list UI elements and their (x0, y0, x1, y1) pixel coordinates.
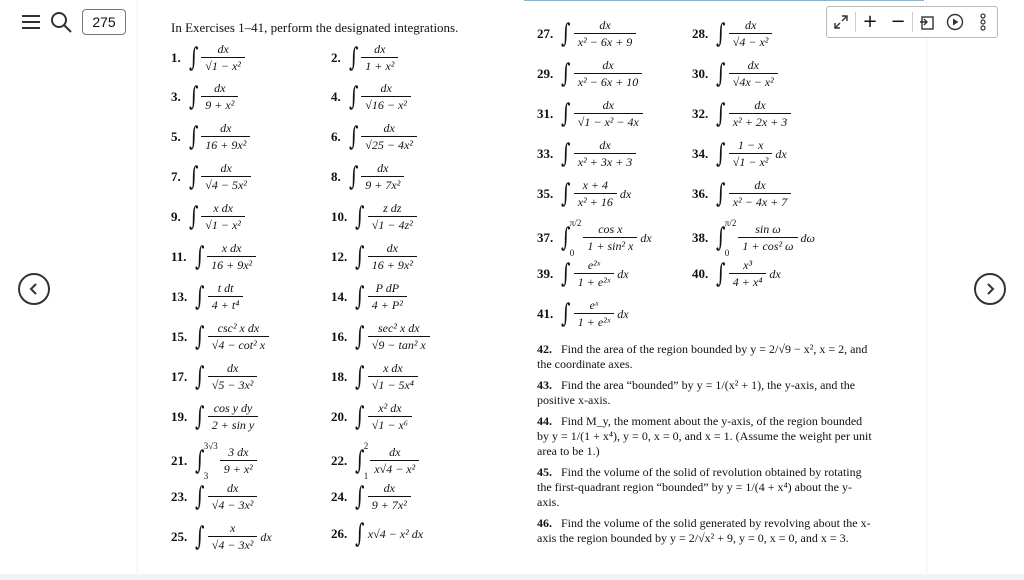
denominator: √5 − 3x² (208, 376, 258, 393)
numerator: x² dx (378, 401, 402, 415)
exercise-item (171, 321, 269, 353)
exercise-item (692, 18, 772, 50)
integrand: x√4 − x² dx (367, 526, 424, 541)
denominator: √4 − x² (729, 33, 773, 50)
integral-sign-icon: ∫ (348, 43, 359, 73)
numerator: dx (754, 178, 766, 192)
numerator: dx (602, 98, 614, 112)
integrand-fraction (361, 161, 404, 193)
integral-sign-icon: ∫ (195, 482, 205, 512)
denominator: 16 + 9x² (368, 256, 417, 273)
integrand-fraction (208, 481, 258, 513)
numerator: x + 4 (582, 178, 609, 192)
exercise-number: 28. (692, 26, 709, 41)
exercise-number: 38. (692, 230, 709, 245)
denominator: 16 + 9x² (201, 136, 250, 153)
integral-sign-icon: ∫ (355, 282, 365, 312)
left-toolbar (18, 8, 126, 36)
integral-sign-icon: ∫ (195, 522, 205, 552)
integral-sign-icon: ∫ (188, 202, 199, 232)
exercise-item (331, 281, 407, 313)
integrand-fraction (208, 401, 258, 433)
integral-sign-icon: ∫ (561, 179, 571, 209)
integrand-fraction (207, 241, 256, 273)
exercise-item (692, 58, 778, 90)
exercise-item (537, 218, 652, 258)
exercise-item (537, 138, 636, 170)
numerator: dx (383, 481, 395, 495)
integral-limits (725, 218, 737, 258)
integrand-fraction (208, 521, 258, 553)
exercise-number: 14. (331, 289, 348, 304)
exercise-number: 27. (537, 26, 554, 41)
integral-sign-icon: ∫ (561, 59, 571, 89)
problem-text: Find the volume of the solid of revolution obtained by rotating the first-quadrant region “bounded” by y = 1/(4 + x⁴) about the y-axis. (537, 465, 862, 509)
denominator: √16 − x² (361, 96, 411, 113)
integrand-fraction (729, 258, 767, 290)
integrand-fraction (208, 321, 269, 353)
integrand-fraction (368, 281, 407, 313)
numerator: x³ (743, 258, 753, 272)
integrand-fraction (574, 138, 636, 170)
denominator: 4 + t⁴ (208, 296, 244, 313)
integrand-fraction (201, 201, 245, 233)
exercise-item (171, 201, 245, 233)
denominator: √1 − x² (729, 153, 773, 170)
integrand-fraction (201, 81, 238, 113)
numerator: z dz (383, 201, 402, 215)
exercise-number: 17. (171, 369, 188, 384)
exercise-number: 20. (331, 409, 348, 424)
denominator: x² + 2x + 3 (729, 113, 791, 130)
exercise-item (171, 161, 251, 193)
upper-limit: 3√3 (203, 441, 218, 451)
integral-sign-icon: ∫ (348, 162, 359, 192)
more-vertical-icon[interactable] (969, 8, 997, 36)
integral-sign-icon: ∫ (716, 19, 726, 49)
exercise-item (692, 98, 791, 130)
exercise-item (171, 481, 257, 513)
differential: dx (640, 230, 652, 245)
search-icon[interactable] (48, 9, 74, 35)
differential: dx (617, 306, 629, 321)
numerator: t dt (217, 281, 234, 295)
exercise-number: 5. (171, 129, 181, 144)
numerator: 3 dx (228, 445, 249, 459)
page-top-rule (524, 0, 924, 1)
denominator: 9 + x² (201, 96, 238, 113)
next-page-button[interactable] (974, 273, 1006, 305)
integrand-fraction (368, 241, 417, 273)
denominator: √9 − tan² x (368, 336, 430, 353)
integrand-fraction (201, 42, 245, 74)
exercise-item (171, 281, 243, 313)
denominator: 1 + x² (361, 57, 398, 74)
numerator: cos x (598, 222, 623, 236)
numerator: dx (214, 81, 226, 95)
denominator: √1 − x² (201, 57, 245, 74)
integral-sign-icon: ∫ (561, 139, 571, 169)
integrand-fraction (370, 445, 419, 477)
integrand-fraction (729, 58, 778, 90)
exercise-item (331, 121, 417, 153)
exercise-number: 6. (331, 129, 341, 144)
exercise-item (171, 401, 258, 433)
denominator: √1 − 5x⁴ (368, 376, 418, 393)
exercise-number: 2. (331, 50, 341, 65)
denominator: √1 − x² − 4x (574, 113, 643, 130)
page-number-input[interactable]: 275 (82, 9, 126, 35)
exercise-number: 15. (171, 329, 188, 344)
numerator: 1 − x (737, 138, 764, 152)
differential: dx (617, 266, 629, 281)
integral-sign-icon: ∫ (716, 179, 726, 209)
denominator: √4 − 3x² (208, 536, 258, 553)
integral-sign-icon: ∫ (194, 242, 205, 272)
problem-text: Find M_y, the moment about the y-axis, of the region bounded by y = 1/(1 + x⁴), y = 0, x = 0, and x = 1. (Assume the weight per unit area to be 1.) (537, 414, 872, 458)
denominator: 16 + 9x² (207, 256, 256, 273)
upper-limit: π/2 (724, 218, 737, 228)
numerator: dx (220, 161, 232, 175)
integral-sign-icon: ∫ (561, 19, 571, 49)
exercise-number: 29. (537, 66, 554, 81)
denominator: √1 − x² (201, 216, 245, 233)
exercise-number: 7. (171, 169, 181, 184)
denominator: x² − 6x + 9 (574, 33, 636, 50)
integral-sign-icon: ∫ (195, 446, 205, 476)
lower-limit: 3 (203, 471, 209, 481)
numerator: sec² x dx (377, 321, 420, 335)
chevron-left-icon (28, 282, 40, 296)
exercise-item (692, 138, 787, 170)
integrand-fraction (208, 361, 258, 393)
numerator: dx (599, 18, 611, 32)
integrand-fraction (583, 222, 637, 254)
numerator: dx (383, 121, 395, 135)
denominator: x² − 6x + 10 (574, 73, 642, 90)
exercise-item (171, 241, 256, 273)
integral-sign-icon: ∫ (355, 242, 365, 272)
denominator: x² + 3x + 3 (574, 153, 636, 170)
numerator: dx (220, 121, 232, 135)
denominator: 1 + e²ˣ (574, 273, 614, 290)
numerator: dx (374, 42, 386, 56)
exercise-number: 34. (692, 146, 709, 161)
upper-limit: π/2 (569, 218, 582, 228)
integral-sign-icon: ∫ (188, 43, 199, 73)
integrand-fraction (574, 298, 614, 330)
zoom-out-button[interactable]: − (890, 11, 906, 32)
zoom-in-button[interactable]: + (862, 11, 878, 32)
numerator: dx (380, 81, 392, 95)
denominator: √1 − x⁶ (368, 416, 412, 433)
exercise-number: 12. (331, 249, 348, 264)
exercise-number: 24. (331, 489, 348, 504)
denominator: 1 + e²ˣ (574, 313, 614, 330)
integral-sign-icon: ∫ (355, 322, 365, 352)
share-icon[interactable] (913, 8, 941, 36)
numerator: csc² x dx (217, 321, 260, 335)
integral-limits (204, 441, 218, 481)
integral-sign-icon: ∫ (355, 519, 365, 549)
differential: dω (800, 230, 815, 245)
denominator: 9 + 7x² (368, 496, 411, 513)
numerator: e²ˣ (587, 258, 601, 272)
exercise-item (331, 521, 423, 547)
exercise-number: 21. (171, 453, 188, 468)
numerator: dx (744, 18, 757, 32)
integrand-fraction (729, 138, 773, 170)
problem-text: Find the area of the region bounded by y = 2/√9 − x², x = 2, and the coordinate axes. (537, 342, 868, 371)
integrand-fraction (729, 18, 773, 50)
word-problem (537, 342, 872, 372)
exercise-item (331, 201, 417, 233)
denominator: 1 + cos² ω (738, 237, 797, 254)
differential: dx (769, 266, 781, 281)
exercise-item (692, 258, 781, 290)
integral-sign-icon: ∫ (355, 402, 365, 432)
previous-page-button[interactable] (18, 273, 50, 305)
exercise-number: 25. (171, 529, 188, 544)
page-bottom-edge (0, 574, 1024, 580)
numerator: dx (226, 481, 239, 495)
numerator: dx (377, 161, 389, 175)
exercise-number: 37. (537, 230, 554, 245)
numerator: eˣ (589, 298, 599, 312)
exercise-item (537, 298, 629, 330)
denominator: x² + 16 (574, 193, 617, 210)
play-icon[interactable] (941, 8, 969, 36)
numerator: x (229, 521, 236, 535)
exercise-number: 3. (171, 89, 181, 104)
integrand-fraction (368, 321, 430, 353)
integral-sign-icon: ∫ (716, 139, 726, 169)
exercise-number: 19. (171, 409, 188, 424)
exercise-number: 32. (692, 106, 709, 121)
exercise-number: 11. (171, 249, 187, 264)
integrand-fraction (361, 42, 398, 74)
upper-limit: 2 (363, 441, 369, 451)
exercise-item (331, 441, 419, 481)
exercise-item (331, 81, 411, 113)
integrand-fraction (361, 121, 417, 153)
denominator: x² − 4x + 7 (729, 193, 791, 210)
integral-sign-icon: ∫ (716, 223, 726, 253)
denominator: 2 + sin y (208, 416, 258, 433)
exercise-number: 31. (537, 106, 554, 121)
integral-sign-icon: ∫ (355, 446, 365, 476)
integrand-fraction (574, 18, 636, 50)
denominator: x√4 − x² (370, 460, 419, 477)
numerator: dx (602, 58, 614, 72)
numerator: x dx (383, 361, 403, 375)
numerator: dx (217, 42, 229, 56)
exercise-item (331, 401, 412, 433)
integral-sign-icon: ∫ (355, 482, 365, 512)
integrand-fraction (574, 258, 614, 290)
denominator: 4 + x⁴ (729, 273, 767, 290)
exercise-item (692, 178, 791, 210)
exercise-number: 35. (537, 186, 554, 201)
problem-number: 44. (537, 414, 552, 428)
word-problem (537, 516, 872, 546)
integrand-fraction (574, 178, 617, 210)
numerator: x dx (221, 241, 242, 255)
denominator: 9 + 7x² (361, 176, 404, 193)
word-problem (537, 414, 872, 459)
integral-sign-icon: ∫ (348, 122, 359, 152)
exercise-item (331, 321, 430, 353)
integral-sign-icon: ∫ (195, 282, 205, 312)
integral-sign-icon: ∫ (561, 259, 571, 289)
numerator: P dP (375, 281, 400, 295)
denominator: √4 − 3x² (208, 496, 258, 513)
integrand-fraction (208, 281, 244, 313)
word-problem (537, 378, 872, 408)
integrand-fraction (368, 201, 417, 233)
problem-number: 43. (537, 378, 552, 392)
denominator: √1 − 4z² (368, 216, 417, 233)
integral-sign-icon: ∫ (355, 202, 365, 232)
exercise-number: 22. (331, 453, 348, 468)
expand-arrows-icon[interactable] (827, 8, 855, 36)
exercise-number: 33. (537, 146, 554, 161)
exercise-number: 23. (171, 489, 188, 504)
exercise-number: 30. (692, 66, 709, 81)
exercise-number: 41. (537, 306, 554, 321)
exercise-number: 9. (171, 209, 181, 224)
numerator: dx (747, 58, 759, 72)
numerator: dx (599, 138, 611, 152)
integral-sign-icon: ∫ (716, 259, 726, 289)
exercise-number: 4. (331, 89, 341, 104)
integrand-fraction (368, 481, 411, 513)
exercise-item (331, 361, 418, 393)
integral-sign-icon: ∫ (716, 99, 726, 129)
integrand-fraction (368, 401, 412, 433)
exercise-item (537, 58, 642, 90)
integrand-fraction (220, 445, 257, 477)
integral-sign-icon: ∫ (561, 299, 571, 329)
integral-sign-icon: ∫ (348, 82, 359, 112)
integral-sign-icon: ∫ (188, 162, 199, 192)
exercise-item (331, 42, 398, 74)
numerator: dx (754, 98, 766, 112)
exercise-number: 40. (692, 266, 709, 281)
integral-sign-icon: ∫ (561, 223, 571, 253)
integrand-fraction (574, 98, 643, 130)
exercise-item (171, 441, 257, 481)
right-toolbar (826, 6, 998, 38)
problem-number: 42. (537, 342, 552, 356)
hamburger-menu-icon[interactable] (18, 9, 44, 35)
integrand-fraction (729, 178, 791, 210)
exercise-item (537, 98, 643, 130)
problem-number: 46. (537, 516, 552, 530)
integral-sign-icon: ∫ (188, 82, 199, 112)
problem-text: Find the volume of the solid generated by revolving about the x-axis the region bounded by y = 2/√x² + 9, y = 0, x = 0, and x = 3. (537, 516, 871, 545)
numerator: x dx (213, 201, 233, 215)
integral-sign-icon: ∫ (355, 362, 365, 392)
exercise-item (331, 241, 417, 273)
integrand-fraction (201, 121, 250, 153)
problem-number: 45. (537, 465, 552, 479)
exercise-number: 36. (692, 186, 709, 201)
chevron-right-icon (984, 282, 996, 296)
exercise-item (692, 218, 815, 258)
exercise-number: 10. (331, 209, 348, 224)
integral-sign-icon: ∫ (195, 362, 205, 392)
denominator: √25 − 4x² (361, 136, 417, 153)
integrand-fraction (729, 98, 791, 130)
integral-sign-icon: ∫ (716, 59, 726, 89)
exercise-item (331, 481, 411, 513)
exercise-number: 39. (537, 266, 554, 281)
denominator: 1 + sin² x (583, 237, 637, 254)
denominator: 4 + P² (368, 296, 407, 313)
integral-sign-icon: ∫ (195, 322, 205, 352)
exercise-number: 26. (331, 526, 348, 541)
integral-sign-icon: ∫ (561, 99, 571, 129)
integrand-fraction (361, 81, 411, 113)
denominator: √4x − x² (729, 73, 778, 90)
exercise-intro: In Exercises 1–41, perform the designated integrations. (171, 20, 459, 35)
exercise-item (537, 258, 629, 290)
differential: dx (260, 529, 272, 544)
exercise-number: 13. (171, 289, 188, 304)
differential: dx (775, 146, 787, 161)
exercise-item (171, 521, 272, 553)
integral-sign-icon: ∫ (188, 122, 199, 152)
lower-limit: 1 (363, 471, 369, 481)
exercise-number: 18. (331, 369, 348, 384)
integral-sign-icon: ∫ (195, 402, 205, 432)
view-controls (826, 6, 998, 38)
lower-limit: 0 (724, 248, 730, 258)
exercise-item (171, 81, 238, 113)
word-problem (537, 465, 872, 510)
numerator: dx (386, 241, 398, 255)
integrand-fraction (201, 161, 251, 193)
exercise-number: 8. (331, 169, 341, 184)
numerator: dx (389, 445, 401, 459)
numerator: dx (226, 361, 239, 375)
exercise-item (171, 42, 245, 74)
denominator: 9 + x² (220, 460, 257, 477)
integral-limits (570, 218, 582, 258)
integrand-fraction (574, 58, 642, 90)
exercise-item (171, 121, 250, 153)
denominator: √4 − cot² x (208, 336, 269, 353)
exercise-item (171, 361, 257, 393)
numerator: sin ω (755, 222, 781, 236)
exercise-number: 16. (331, 329, 348, 344)
numerator: cos y dy (213, 401, 253, 415)
integrand-fraction (368, 361, 418, 393)
exercise-item (537, 178, 631, 210)
exercise-item (537, 18, 636, 50)
exercise-item (331, 161, 404, 193)
integrand-fraction (738, 222, 797, 254)
differential: dx (619, 186, 632, 201)
lower-limit: 0 (569, 248, 575, 258)
problem-text: Find the area “bounded” by y = 1/(x² + 1), the y-axis, and the positive x-axis. (537, 378, 856, 407)
exercise-number: 1. (171, 50, 181, 65)
denominator: √4 − 5x² (201, 176, 251, 193)
